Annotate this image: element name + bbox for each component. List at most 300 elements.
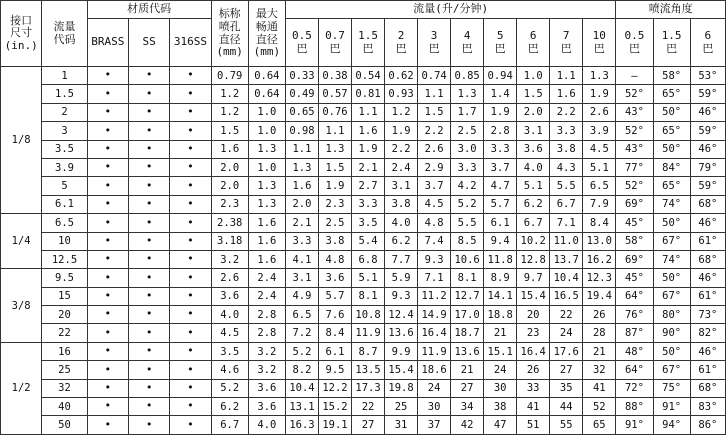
flow-value: 0.94 [484, 67, 517, 85]
spray-angle-value: 61° [690, 361, 725, 379]
table-row [1, 140, 726, 158]
material-brass-dot: • [87, 85, 128, 103]
material-ss-dot: • [129, 195, 170, 213]
spray-angle-value: 61° [690, 232, 725, 250]
material-316ss-dot: • [170, 67, 211, 85]
flow-value: 30 [418, 398, 451, 416]
flow-value: 2.0 [517, 103, 550, 121]
flow-value: 22 [550, 306, 583, 324]
spray-angle-value: 50° [653, 342, 690, 360]
material-316ss-dot: • [170, 122, 211, 140]
flow-value: 1.4 [484, 85, 517, 103]
nominal-orifice-value: 3.18 [211, 232, 248, 250]
flow-value: 3.6 [318, 269, 351, 287]
flow-value: 27 [352, 416, 385, 435]
flow-value: 47 [484, 416, 517, 435]
material-316ss-dot: • [170, 232, 211, 250]
material-316ss-dot: • [170, 250, 211, 268]
spray-angle-value: 67° [653, 361, 690, 379]
flow-value: 18.7 [451, 324, 484, 342]
material-316ss-dot: • [170, 214, 211, 232]
flow-value: 3.8 [318, 232, 351, 250]
flow-value: 1.9 [385, 122, 418, 140]
flow-code: 15 [42, 287, 87, 305]
flow-code: 2 [42, 103, 87, 121]
flow-value: 2.2 [418, 122, 451, 140]
material-ss-dot: • [129, 177, 170, 195]
max-free-passage-value: 1.0 [248, 158, 285, 176]
table-row [1, 214, 726, 232]
flow-value: 23 [517, 324, 550, 342]
max-free-passage-value: 3.2 [248, 361, 285, 379]
flow-value: 4.3 [550, 158, 583, 176]
flow-value: 1.6 [285, 177, 318, 195]
flow-value: 38 [484, 398, 517, 416]
material-316ss-dot: • [170, 324, 211, 342]
flow-value: 0.54 [352, 67, 385, 85]
spray-angle-value: 59° [690, 122, 725, 140]
max-free-passage-value: 1.0 [248, 103, 285, 121]
material-ss-dot: • [129, 103, 170, 121]
flow-value: 1.3 [583, 67, 616, 85]
flow-value: 2.9 [418, 158, 451, 176]
flow-code: 22 [42, 324, 87, 342]
material-ss-dot: • [129, 287, 170, 305]
flow-value: 16.4 [517, 342, 550, 360]
flow-code: 12.5 [42, 250, 87, 268]
spray-angle-value: 59° [690, 85, 725, 103]
header-flow-pressure: 4 巴 [451, 19, 484, 67]
flow-value: 3.9 [583, 122, 616, 140]
flow-code: 6.5 [42, 214, 87, 232]
flow-value: 2.7 [352, 177, 385, 195]
flow-value: 10.2 [517, 232, 550, 250]
flow-value: 6.2 [517, 195, 550, 213]
flow-value: 5.5 [550, 177, 583, 195]
flow-code: 6.1 [42, 195, 87, 213]
spray-angle-value: 46° [690, 140, 725, 158]
max-free-passage-value: 2.8 [248, 324, 285, 342]
flow-value: 1.3 [285, 158, 318, 176]
spray-angle-value: 76° [616, 306, 653, 324]
flow-value: 11.9 [418, 342, 451, 360]
spray-angle-value: 82° [690, 324, 725, 342]
flow-value: 3.5 [352, 214, 385, 232]
flow-value: 13.6 [385, 324, 418, 342]
header-code: 流量 代码 [42, 1, 87, 67]
header-flow-pressure: 10 巴 [583, 19, 616, 67]
flow-value: 10.6 [451, 250, 484, 268]
table-row [1, 250, 726, 268]
flow-code: 10 [42, 232, 87, 250]
flow-value: 7.7 [385, 250, 418, 268]
flow-value: 4.8 [318, 250, 351, 268]
nominal-orifice-value: 2.0 [211, 177, 248, 195]
flow-value: 65 [583, 416, 616, 435]
max-free-passage-value: 2.4 [248, 269, 285, 287]
flow-value: 1.3 [451, 85, 484, 103]
flow-value: 5.7 [318, 287, 351, 305]
max-free-passage-value: 3.6 [248, 379, 285, 397]
header-ss: SS [129, 19, 170, 67]
header-flow: 流量(升/分钟) [285, 1, 615, 19]
flow-value: 4.0 [517, 158, 550, 176]
flow-value: 16.3 [285, 416, 318, 435]
flow-value: 1.1 [352, 103, 385, 121]
flow-value: 4.7 [484, 177, 517, 195]
header-spray-angle: 喷流角度 [616, 1, 726, 19]
table-row [1, 398, 726, 416]
flow-value: 0.81 [352, 85, 385, 103]
header-flow-pressure: 6 巴 [517, 19, 550, 67]
flow-value: 3.7 [418, 177, 451, 195]
flow-value: 10.4 [285, 379, 318, 397]
flow-value: 11.8 [484, 250, 517, 268]
flow-value: 5.5 [451, 214, 484, 232]
flow-value: 5.2 [285, 342, 318, 360]
max-free-passage-value: 2.4 [248, 287, 285, 305]
flow-value: 9.3 [418, 250, 451, 268]
material-316ss-dot: • [170, 177, 211, 195]
flow-value: 55 [550, 416, 583, 435]
flow-value: 5.1 [352, 269, 385, 287]
nominal-orifice-value: 1.6 [211, 140, 248, 158]
material-brass-dot: • [87, 195, 128, 213]
flow-value: 2.5 [318, 214, 351, 232]
material-brass-dot: • [87, 306, 128, 324]
flow-value: 52 [583, 398, 616, 416]
flow-value: 8.4 [318, 324, 351, 342]
table-row [1, 379, 726, 397]
connection-size: 1/2 [1, 342, 42, 434]
flow-value: 1.5 [418, 103, 451, 121]
flow-value: 17.3 [352, 379, 385, 397]
spray-angle-value: 69° [616, 195, 653, 213]
nominal-orifice-value: 2.38 [211, 214, 248, 232]
flow-value: 5.9 [385, 269, 418, 287]
flow-value: 0.76 [318, 103, 351, 121]
table-row [1, 361, 726, 379]
header-flow-pressure: 5 巴 [484, 19, 517, 67]
flow-value: 1.7 [451, 103, 484, 121]
material-ss-dot: • [129, 379, 170, 397]
flow-value: 4.5 [583, 140, 616, 158]
flow-value: 3.3 [550, 122, 583, 140]
spray-angle-value: 50° [653, 214, 690, 232]
spray-angle-value: 50° [653, 140, 690, 158]
flow-value: 24 [484, 361, 517, 379]
flow-value: 2.1 [285, 214, 318, 232]
flow-value: 5.7 [484, 195, 517, 213]
material-brass-dot: • [87, 342, 128, 360]
flow-value: 22 [352, 398, 385, 416]
flow-value: 2.5 [451, 122, 484, 140]
flow-value: 8.4 [583, 214, 616, 232]
nominal-orifice-value: 1.2 [211, 103, 248, 121]
flow-value: 18.6 [418, 361, 451, 379]
header-316ss: 316SS [170, 19, 211, 67]
flow-value: 3.0 [451, 140, 484, 158]
flow-value: 42 [451, 416, 484, 435]
flow-value: 5.1 [583, 158, 616, 176]
table-row [1, 416, 726, 435]
flow-value: 0.74 [418, 67, 451, 85]
flow-value: 7.1 [418, 269, 451, 287]
flow-value: 4.9 [285, 287, 318, 305]
material-ss-dot: • [129, 398, 170, 416]
table-row [1, 306, 726, 324]
nominal-orifice-value: 6.2 [211, 398, 248, 416]
flow-value: 3.3 [285, 232, 318, 250]
material-brass-dot: • [87, 416, 128, 435]
spray-angle-value: 61° [690, 287, 725, 305]
flow-value: 41 [517, 398, 550, 416]
material-ss-dot: • [129, 122, 170, 140]
material-316ss-dot: • [170, 195, 211, 213]
flow-value: 8.9 [484, 269, 517, 287]
flow-value: 9.5 [318, 361, 351, 379]
material-brass-dot: • [87, 398, 128, 416]
flow-value: 3.6 [517, 140, 550, 158]
material-brass-dot: • [87, 269, 128, 287]
nominal-orifice-value: 2.0 [211, 158, 248, 176]
table-row [1, 232, 726, 250]
material-brass-dot: • [87, 361, 128, 379]
flow-value: 3.1 [517, 122, 550, 140]
flow-value: 19.4 [583, 287, 616, 305]
flow-value: 10.4 [550, 269, 583, 287]
flow-value: 13.5 [352, 361, 385, 379]
spray-angle-value: 77° [616, 158, 653, 176]
flow-code: 25 [42, 361, 87, 379]
spray-angle-value: 50° [653, 103, 690, 121]
spray-angle-value: 46° [690, 342, 725, 360]
flow-value: 3.8 [550, 140, 583, 158]
flow-value: 19.8 [385, 379, 418, 397]
header-flow-pressure: 0.5 巴 [285, 19, 318, 67]
flow-value: 15.1 [484, 342, 517, 360]
spray-angle-value: 87° [616, 324, 653, 342]
flow-value: 34 [451, 398, 484, 416]
flow-value: 7.4 [418, 232, 451, 250]
flow-value: 13.0 [583, 232, 616, 250]
material-ss-dot: • [129, 85, 170, 103]
flow-value: 0.85 [451, 67, 484, 85]
flow-value: 3.7 [484, 158, 517, 176]
flow-value: 15.4 [517, 287, 550, 305]
nominal-orifice-value: 0.79 [211, 67, 248, 85]
nominal-orifice-value: 4.5 [211, 324, 248, 342]
header-flow-pressure: 3 巴 [418, 19, 451, 67]
flow-value: 33 [517, 379, 550, 397]
max-free-passage-value: 0.64 [248, 67, 285, 85]
flow-value: 6.5 [583, 177, 616, 195]
spray-angle-value: 65° [653, 122, 690, 140]
flow-value: 16.2 [583, 250, 616, 268]
table-row [1, 103, 726, 121]
flow-value: 25 [385, 398, 418, 416]
flow-value: 2.2 [385, 140, 418, 158]
table-row [1, 342, 726, 360]
nominal-orifice-value: 4.6 [211, 361, 248, 379]
header-flow-pressure: 1.5 巴 [352, 19, 385, 67]
spray-angle-value: 79° [690, 158, 725, 176]
flow-value: 12.7 [451, 287, 484, 305]
max-free-passage-value: 1.3 [248, 140, 285, 158]
flow-code: 50 [42, 416, 87, 435]
flow-value: 1.6 [550, 85, 583, 103]
material-316ss-dot: • [170, 306, 211, 324]
flow-value: 21 [484, 324, 517, 342]
flow-code: 5 [42, 177, 87, 195]
flow-value: 27 [550, 361, 583, 379]
flow-value: 11.0 [550, 232, 583, 250]
nominal-orifice-value: 2.6 [211, 269, 248, 287]
material-ss-dot: • [129, 67, 170, 85]
flow-value: 1.5 [318, 158, 351, 176]
material-brass-dot: • [87, 140, 128, 158]
flow-value: 31 [385, 416, 418, 435]
table-row [1, 85, 726, 103]
spray-angle-value: 46° [690, 214, 725, 232]
flow-value: 27 [451, 379, 484, 397]
spray-angle-value: 74° [653, 250, 690, 268]
flow-value: 16.4 [418, 324, 451, 342]
material-ss-dot: • [129, 269, 170, 287]
flow-value: 4.2 [451, 177, 484, 195]
header-size: 接口 尺寸 (in.) [1, 1, 42, 67]
nominal-orifice-value: 6.7 [211, 416, 248, 435]
nominal-orifice-value: 1.2 [211, 85, 248, 103]
spray-angle-value: 53° [690, 67, 725, 85]
flow-value: 2.8 [484, 122, 517, 140]
material-316ss-dot: • [170, 379, 211, 397]
material-316ss-dot: • [170, 361, 211, 379]
spray-angle-value: 65° [653, 177, 690, 195]
flow-value: 0.57 [318, 85, 351, 103]
material-316ss-dot: • [170, 140, 211, 158]
spray-angle-value: 67° [653, 232, 690, 250]
flow-value: 37 [418, 416, 451, 435]
table-row [1, 177, 726, 195]
spray-angle-value: 68° [690, 195, 725, 213]
flow-value: 2.6 [583, 103, 616, 121]
flow-value: 15.2 [318, 398, 351, 416]
spray-angle-value: 45° [616, 269, 653, 287]
table-row [1, 195, 726, 213]
flow-value: 14.9 [418, 306, 451, 324]
spray-angle-value: 52° [616, 177, 653, 195]
flow-value: 6.2 [385, 232, 418, 250]
flow-value: 32 [583, 361, 616, 379]
flow-value: 17.0 [451, 306, 484, 324]
flow-value: 4.1 [285, 250, 318, 268]
nominal-orifice-value: 4.0 [211, 306, 248, 324]
spray-angle-value: 67° [653, 287, 690, 305]
flow-code: 3.9 [42, 158, 87, 176]
header-angle-pressure: 6 巴 [690, 19, 725, 67]
max-free-passage-value: 1.3 [248, 177, 285, 195]
flow-value: 26 [583, 306, 616, 324]
flow-value: 5.1 [517, 177, 550, 195]
header-angle-pressure: 1.5 巴 [653, 19, 690, 67]
material-ss-dot: • [129, 342, 170, 360]
spray-angle-value: 74° [653, 195, 690, 213]
nominal-orifice-value: 5.2 [211, 379, 248, 397]
material-brass-dot: • [87, 67, 128, 85]
spray-angle-value: 75° [653, 379, 690, 397]
flow-value: 9.4 [484, 232, 517, 250]
flow-value: 9.9 [385, 342, 418, 360]
flow-value: 24 [550, 324, 583, 342]
flow-value: 0.33 [285, 67, 318, 85]
material-brass-dot: • [87, 324, 128, 342]
flow-value: 2.3 [318, 195, 351, 213]
flow-value: 4.0 [385, 214, 418, 232]
flow-value: 5.4 [352, 232, 385, 250]
flow-value: 26 [517, 361, 550, 379]
flow-value: 28 [583, 324, 616, 342]
spray-angle-value: 86° [690, 416, 725, 435]
max-free-passage-value: 3.6 [248, 398, 285, 416]
max-free-passage-value: 2.8 [248, 306, 285, 324]
flow-value: 19.1 [318, 416, 351, 435]
flow-value: 8.2 [285, 361, 318, 379]
material-ss-dot: • [129, 232, 170, 250]
flow-value: 0.62 [385, 67, 418, 85]
spray-angle-value: 46° [690, 269, 725, 287]
flow-value: 1.0 [517, 67, 550, 85]
table-row [1, 287, 726, 305]
max-free-passage-value: 0.64 [248, 85, 285, 103]
flow-value: 8.5 [451, 232, 484, 250]
flow-value: 1.1 [285, 140, 318, 158]
flow-value: 11.2 [418, 287, 451, 305]
flow-value: 6.5 [285, 306, 318, 324]
flow-value: 8.7 [352, 342, 385, 360]
spray-angle-value: 46° [690, 103, 725, 121]
flow-code: 32 [42, 379, 87, 397]
flow-value: 16.5 [550, 287, 583, 305]
flow-value: 2.1 [352, 158, 385, 176]
flow-value: 1.2 [385, 103, 418, 121]
material-316ss-dot: • [170, 398, 211, 416]
flow-value: 6.1 [484, 214, 517, 232]
flow-value: 1.1 [318, 122, 351, 140]
connection-size: 1/4 [1, 214, 42, 269]
flow-value: 3.1 [285, 269, 318, 287]
flow-code: 40 [42, 398, 87, 416]
spray-angle-value: 52° [616, 85, 653, 103]
material-316ss-dot: • [170, 85, 211, 103]
header-max-free-passage: 最大 畅通 直径 (mm) [248, 1, 285, 67]
flow-value: 6.8 [352, 250, 385, 268]
spray-angle-value: 90° [653, 324, 690, 342]
spray-angle-value: 48° [616, 342, 653, 360]
flow-code: 9.5 [42, 269, 87, 287]
material-316ss-dot: • [170, 416, 211, 435]
header-nominal-orifice: 标称 喷孔 直径 (mm) [211, 1, 248, 67]
spray-angle-value: 45° [616, 214, 653, 232]
flow-value: 1.6 [352, 122, 385, 140]
flow-value: 1.5 [517, 85, 550, 103]
flow-value: 3.3 [352, 195, 385, 213]
material-316ss-dot: • [170, 287, 211, 305]
flow-value: 24 [418, 379, 451, 397]
material-316ss-dot: • [170, 158, 211, 176]
flow-value: 2.6 [418, 140, 451, 158]
flow-value: 1.9 [484, 103, 517, 121]
